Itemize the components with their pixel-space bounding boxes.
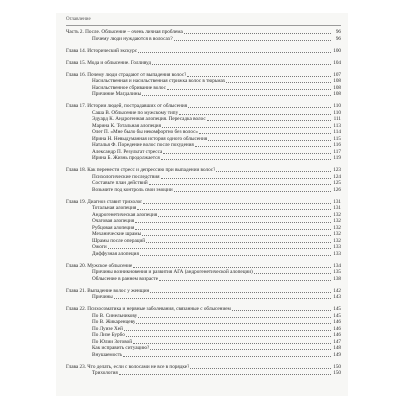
dot-leader <box>226 82 331 83</box>
dot-leader <box>150 349 331 350</box>
toc-page-number: 107 <box>333 71 341 78</box>
toc-entry-title: Глава 22. Психосоматика и нервные заболевания, связанные с облысением <box>66 306 231 312</box>
toc-page-number: 123 <box>333 167 341 173</box>
toc-entry-title: Очаговая алопеция <box>92 218 135 224</box>
toc-page-number: 96 <box>335 29 341 35</box>
toc-entry-title: Олег П. «Мне было бы некомфортно без волос» <box>92 129 198 135</box>
toc-entry-title: Глава 18. Как перенести стресс и депрессию при выпадении волос? <box>66 167 216 173</box>
dot-leader <box>163 153 331 154</box>
toc-page-number: 134 <box>333 262 341 269</box>
toc-page-number: 150 <box>333 363 341 370</box>
toc-entry-title: По В. Жикаренцеву <box>92 319 136 325</box>
dot-leader <box>158 216 331 217</box>
dot-leader <box>135 229 331 230</box>
chapter-block <box>66 72 341 98</box>
toc-entry-title: Саша В. Облысение по мужскому типу <box>92 109 179 116</box>
toc-page-number: 146 <box>333 325 341 332</box>
dot-leader <box>137 209 331 210</box>
toc-page-number: 143 <box>333 294 341 300</box>
toc-entry-title: Тотальная алопеция <box>92 205 137 211</box>
dot-leader <box>195 146 331 147</box>
table-of-contents <box>66 29 341 382</box>
toc-subentry <box>66 352 341 359</box>
dot-leader <box>108 248 331 249</box>
toc-entry-title: Ирина Н. Невыдуманная история одного облысения <box>92 135 208 142</box>
dot-leader <box>208 140 331 141</box>
dot-leader <box>188 107 331 108</box>
toc-entry-title: Глава 23. Что делать, если с волосами не все в порядке? <box>66 363 190 370</box>
toc-entry-title: Причины возникновения и развития АГА (андрогенетической алопеции) <box>92 269 253 275</box>
dot-leader <box>150 292 331 293</box>
dot-leader <box>149 184 331 185</box>
dot-leader <box>126 336 331 337</box>
dot-leader <box>184 33 331 34</box>
dot-leader <box>142 235 331 236</box>
toc-page-number: 113 <box>333 122 341 129</box>
toc-entry-title: Внушаемость <box>92 351 123 358</box>
toc-entry-title: Глава 20. Мужское облысение <box>66 262 133 269</box>
toc-entry-title: Глава 15. Мода и облысение. Голливуд <box>66 59 151 66</box>
toc-page-number: 145 <box>333 306 341 312</box>
dot-leader <box>119 374 331 375</box>
toc-page-number: 150 <box>333 370 341 376</box>
toc-page-number: 145 <box>333 312 341 319</box>
toc-entry-title: Механические шрамы <box>92 231 142 237</box>
toc-page-number: 142 <box>333 287 341 294</box>
dot-leader <box>133 267 331 268</box>
toc-page-number: 138 <box>333 275 341 282</box>
toc-entry-title: По Луизе Хей <box>92 325 123 332</box>
toc-entry-title: Глава 21. Выпадение волос у женщин <box>66 287 150 294</box>
toc-page-number: 146 <box>333 332 341 338</box>
toc-page-number: 132 <box>333 218 341 224</box>
toc-page-number: 108 <box>333 78 341 84</box>
toc-entry-title: По Лизе Бурбо <box>92 332 125 338</box>
toc-page-number: 104 <box>333 59 341 66</box>
dot-leader <box>216 171 331 172</box>
toc-page-number: 124 <box>333 173 341 180</box>
toc-entry-title: Глава 19. Диагноз ставит трихолог <box>66 198 143 205</box>
toc-page-number: 116 <box>333 142 341 148</box>
chapter-block <box>66 60 341 67</box>
toc-entry-title: Причиние Магдалины <box>92 91 142 97</box>
toc-entry-title: Насильственное сбривание волос <box>92 84 166 91</box>
chapter-block <box>66 48 341 55</box>
toc-page-number: 131 <box>333 198 341 205</box>
toc-page-number: 135 <box>333 269 341 275</box>
toc-entry-title: Причины <box>92 294 113 300</box>
dot-leader <box>138 317 331 318</box>
dot-leader <box>123 356 331 357</box>
dot-leader <box>174 40 331 41</box>
toc-page-number: 96 <box>335 35 341 42</box>
toc-page-number: 146 <box>333 319 341 325</box>
toc-page-number: 115 <box>333 135 341 142</box>
toc-entry-title: Психологические последствия <box>92 173 160 180</box>
toc-entry-title: Андрогенетическая алопеция <box>92 211 158 218</box>
chapter-block <box>66 199 341 258</box>
dot-leader <box>135 222 331 223</box>
dot-leader <box>140 255 331 256</box>
chapter-block <box>66 364 341 377</box>
toc-page-number: 110 <box>333 103 341 109</box>
dot-leader <box>187 76 331 77</box>
dot-leader <box>254 273 331 274</box>
toc-entry-title: По Юлии Зотовой <box>92 338 133 345</box>
toc-entry-title: Диффузная алопеция <box>92 250 139 257</box>
toc-page-number: 133 <box>333 250 341 257</box>
header-rule <box>66 25 341 26</box>
toc-page-number: 100 <box>333 47 341 54</box>
chapter-block <box>66 103 341 162</box>
dot-leader <box>136 323 331 324</box>
toc-page-number: 147 <box>333 338 341 345</box>
toc-page-number: 108 <box>333 84 341 91</box>
toc-chapter-entry <box>66 60 341 67</box>
dot-leader <box>199 133 331 134</box>
toc-subentry <box>66 91 341 98</box>
toc-entry-title: По В. Синельникову <box>92 312 138 319</box>
dot-leader <box>142 95 331 96</box>
toc-page-number: 114 <box>333 129 341 135</box>
dot-leader <box>159 280 331 281</box>
dot-leader <box>146 242 331 243</box>
toc-subentry <box>66 370 341 377</box>
dot-leader <box>174 191 331 192</box>
toc-page-number: 132 <box>333 237 341 244</box>
toc-page-number: 148 <box>333 345 341 351</box>
dot-leader <box>133 343 331 344</box>
book-page <box>56 13 348 396</box>
toc-page-number: 110 <box>333 109 341 116</box>
toc-subentry <box>66 155 341 162</box>
toc-subentry <box>66 187 341 194</box>
toc-entry-title: Марина К. Тотальная алопеция <box>92 122 161 129</box>
toc-subentry <box>66 276 341 283</box>
dot-leader <box>232 310 331 311</box>
toc-entry-title: Наталья Ф. Поредение волос после похудения <box>92 142 194 148</box>
toc-entry-title: Глава 16. Почему люди страдают от выпадения волос? <box>66 71 187 78</box>
dot-leader <box>167 89 331 90</box>
chapter-block <box>66 288 341 301</box>
toc-subentry <box>66 251 341 258</box>
dot-leader <box>207 120 331 121</box>
toc-page-number: 111 <box>333 116 341 122</box>
toc-entry-title: Рубцовая алопеция <box>92 224 135 231</box>
dot-leader <box>124 330 331 331</box>
chapter-block <box>66 29 341 42</box>
toc-page-number: 132 <box>333 224 341 231</box>
toc-entry-title: Александр П. Результат стресса <box>92 148 163 155</box>
toc-page-number: 133 <box>333 244 341 250</box>
dot-leader <box>162 127 331 128</box>
toc-entry-title: Глава 17. Истории людей, пострадавших от облысения <box>66 103 188 109</box>
toc-entry-title: Насильственная и насильственная стрижка волос в тюрьмах <box>92 78 226 84</box>
toc-entry-title: Ожоги <box>92 244 107 250</box>
toc-entry-title: Трихология <box>92 370 118 376</box>
toc-entry-title: Как исправить ситуацию? <box>92 345 150 351</box>
toc-entry-title: Облысение в раннем возрасте <box>92 275 159 282</box>
toc-entry-title: Эдуард К. Андрогенная алопеция. Пересадка волос <box>92 116 206 122</box>
toc-page-number: 149 <box>333 351 341 358</box>
dot-leader <box>138 52 331 53</box>
chapter-block <box>66 263 341 283</box>
toc-entry-title: Шрамы после операций <box>92 237 146 244</box>
toc-page-number: 108 <box>333 91 341 97</box>
toc-entry-title: Возьмите под контроль свои эмоции <box>92 186 173 193</box>
toc-subentry <box>66 294 341 301</box>
dot-leader <box>161 178 331 179</box>
toc-page-number: 132 <box>333 231 341 237</box>
toc-chapter-entry <box>66 48 341 55</box>
toc-page-number: 132 <box>333 211 341 218</box>
dot-leader <box>152 64 331 65</box>
toc-page-number: 119 <box>333 155 341 161</box>
toc-page-number: 126 <box>333 186 341 193</box>
dot-leader <box>179 114 331 115</box>
dot-leader <box>190 368 331 369</box>
toc-page-number: 131 <box>333 205 341 211</box>
toc-entry-title: Глава 14. Исторический экскурс <box>66 47 138 54</box>
toc-entry-title: Ирина Б. Жизнь продолжается <box>92 155 160 161</box>
toc-page-number: 125 <box>333 180 341 186</box>
toc-entry-title: Часть 2. После. Облысение – очень личная проблема <box>66 29 183 35</box>
page-header: Оглавление <box>66 17 91 22</box>
toc-entry-title: Почему люди нуждаются в волосах? <box>92 35 173 42</box>
dot-leader <box>143 203 331 204</box>
dot-leader <box>161 159 331 160</box>
chapter-block <box>66 167 341 193</box>
toc-subentry <box>66 36 341 43</box>
chapter-block <box>66 306 341 358</box>
toc-entry-title: Составьте план действий <box>92 180 148 186</box>
toc-page-number: 117 <box>333 148 341 155</box>
dot-leader <box>114 298 331 299</box>
